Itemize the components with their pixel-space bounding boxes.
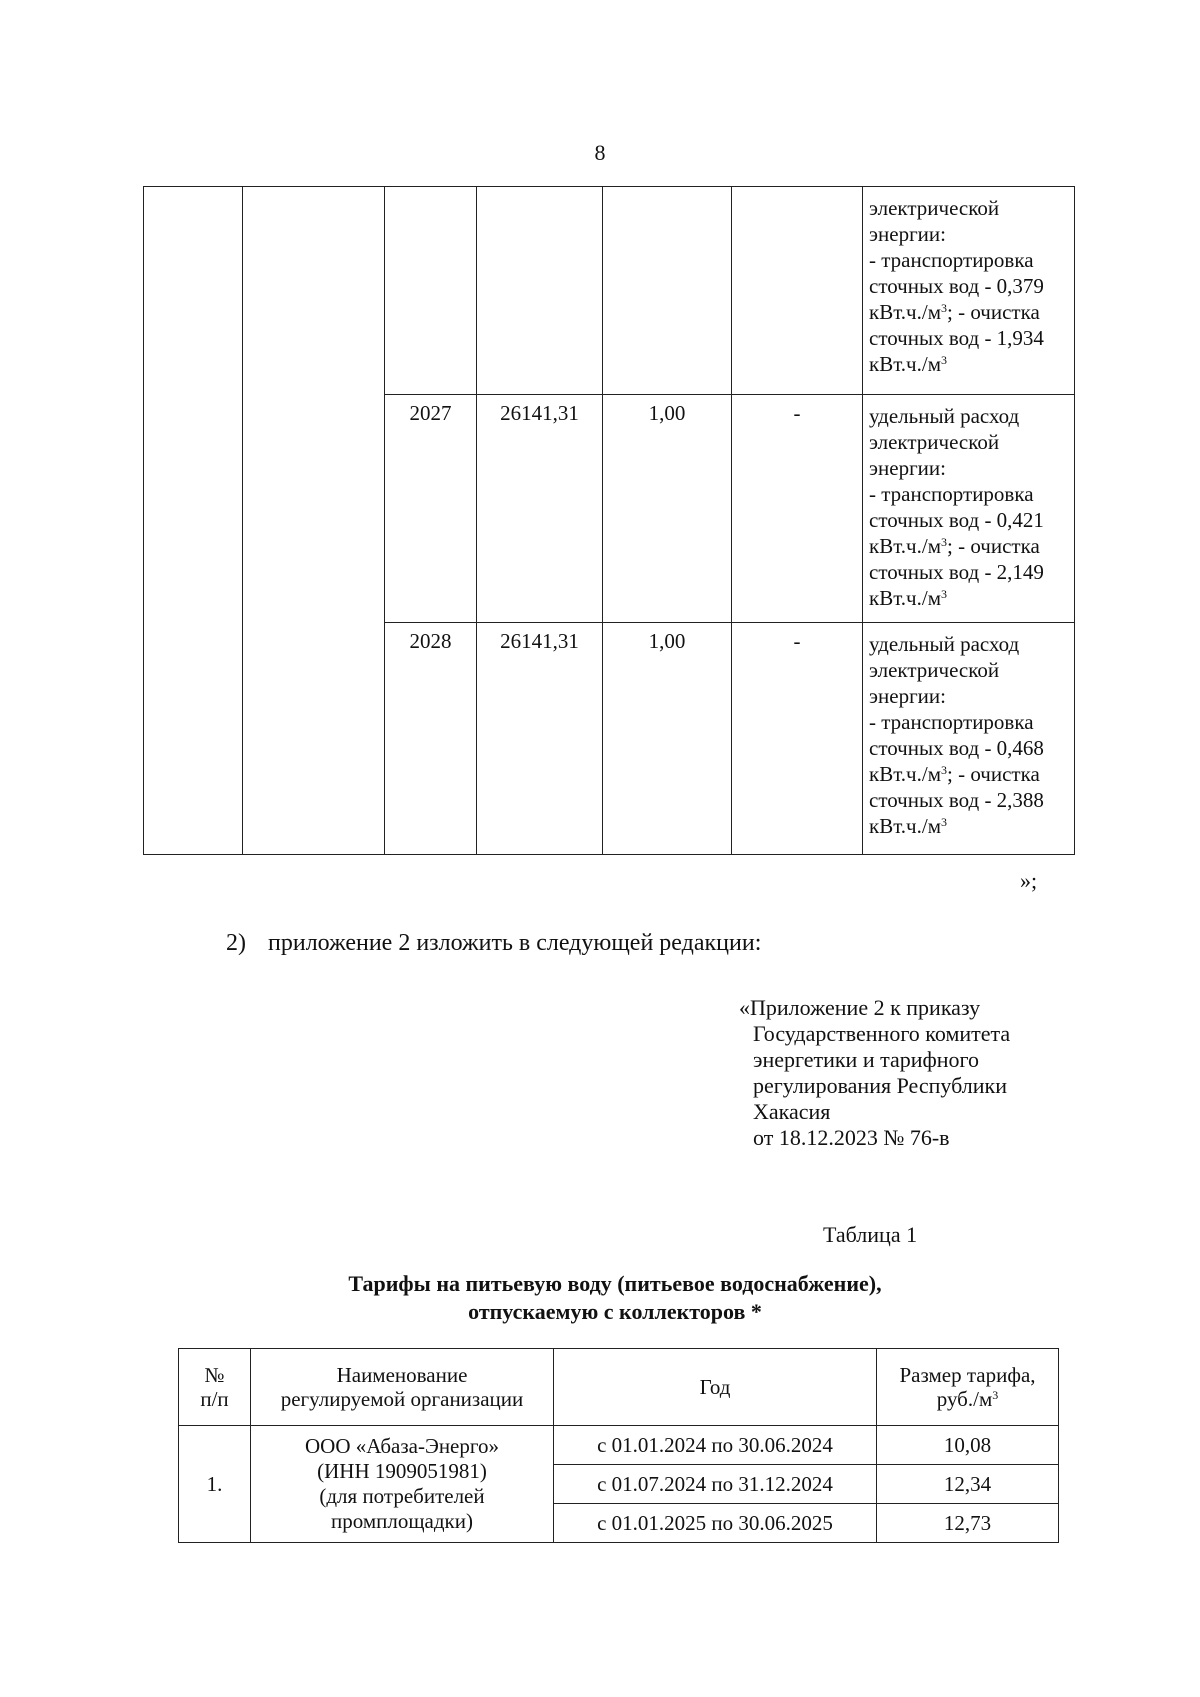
- org-line: (для потребителей: [319, 1484, 485, 1508]
- note-line: сточных вод - 2,149: [869, 560, 1044, 584]
- note-line: $кВт.ч./м^3$: [869, 814, 947, 838]
- note-cell: [863, 623, 1075, 855]
- list-item: [226, 930, 761, 957]
- note-line: - транспортировка: [869, 248, 1034, 272]
- rate-cell: 12,73: [877, 1504, 1059, 1543]
- table-row: [179, 1426, 1059, 1465]
- org-line: (ИНН 1909051981): [317, 1459, 487, 1483]
- rate-cell: 12,34: [877, 1465, 1059, 1504]
- period-cell: с 01.01.2024 по 30.06.2024: [554, 1426, 877, 1465]
- note-line: $кВт.ч./м^3$: [869, 586, 947, 610]
- table-cell: [732, 187, 863, 395]
- org-line: ООО «Абаза-Энерго»: [305, 1434, 499, 1458]
- table-cell: [243, 187, 385, 855]
- table-label: Таблица 1: [823, 1222, 918, 1247]
- appendix-line: энергетики и тарифного: [753, 1047, 980, 1072]
- superscript: 3: [941, 353, 947, 367]
- note-line: - транспортировка: [869, 482, 1034, 506]
- note-line: энергии:: [869, 222, 946, 246]
- value-cell: -: [732, 395, 863, 623]
- note-line: электрической: [869, 430, 1000, 454]
- note-cell: [863, 187, 1075, 395]
- note-line: сточных вод - 0,468: [869, 736, 1044, 760]
- table-header-row: [179, 1349, 1059, 1426]
- table-cell: [144, 187, 243, 855]
- value-cell: 26141,31: [477, 395, 603, 623]
- superscript: 3: [941, 301, 947, 315]
- note-line: - транспортировка: [869, 710, 1034, 734]
- rate-cell: 10,08: [877, 1426, 1059, 1465]
- appendix-line: Государственного комитета: [753, 1021, 1011, 1046]
- note-line: энергии:: [869, 456, 946, 480]
- note-line: энергии:: [869, 684, 946, 708]
- superscript: 3: [992, 1388, 999, 1402]
- note-line: сточных вод - 0,421: [869, 508, 1044, 532]
- page-number: 8: [594, 140, 606, 165]
- header-line: Наименование: [336, 1363, 468, 1387]
- continuation-table: [143, 186, 1075, 855]
- closing-quote: »;: [1020, 868, 1038, 893]
- column-header-organization: [251, 1349, 554, 1426]
- header-line: регулируемой организации: [280, 1387, 524, 1411]
- note-line: сточных вод - 0,379: [869, 274, 1044, 298]
- note-line: $кВт.ч./м^3$; - очистка: [869, 762, 1040, 786]
- note-line: сточных вод - 2,388: [869, 788, 1044, 812]
- list-item-number: 2): [226, 930, 246, 956]
- note-line: электрической: [869, 658, 1000, 682]
- table-cell: [603, 187, 732, 395]
- header-line: №: [204, 1363, 225, 1387]
- note-line: $кВт.ч./м^3$: [869, 352, 947, 376]
- table-title-line: отпускаемую с коллекторов *: [468, 1299, 762, 1324]
- superscript: 3: [941, 763, 947, 777]
- note-line: удельный расход: [869, 632, 1020, 656]
- note-line: $кВт.ч./м^3$; - очистка: [869, 300, 1040, 324]
- table-title-line: Тарифы на питьевую воду (питьевое водоснабжение),: [348, 1271, 882, 1296]
- row-number-cell: 1.: [179, 1426, 251, 1543]
- column-header-rate: [877, 1349, 1059, 1426]
- appendix-header: [739, 995, 1011, 1151]
- header-line: п/п: [200, 1387, 229, 1411]
- period-cell: с 01.01.2025 по 30.06.2025: [554, 1504, 877, 1543]
- table-row: [144, 187, 1075, 395]
- organization-cell: [251, 1426, 554, 1543]
- superscript: 3: [941, 535, 947, 549]
- superscript: 3: [941, 587, 947, 601]
- column-header-number: [179, 1349, 251, 1426]
- value-cell: 26141,31: [477, 623, 603, 855]
- value-cell: -: [732, 623, 863, 855]
- period-cell: с 01.07.2024 по 31.12.2024: [554, 1465, 877, 1504]
- value-cell: 1,00: [603, 395, 732, 623]
- table-cell: [477, 187, 603, 395]
- list-item-text: приложение 2 изложить в следующей редакции:: [268, 930, 762, 956]
- year-cell: 2027: [385, 395, 477, 623]
- table-title: [0, 1270, 1200, 1326]
- appendix-line: «Приложение 2 к приказу: [739, 995, 981, 1020]
- value-cell: 1,00: [603, 623, 732, 855]
- header-line: Размер тарифа,: [899, 1363, 1036, 1387]
- column-header-year: Год: [554, 1349, 877, 1426]
- tariff-table: [178, 1348, 1059, 1543]
- note-cell: [863, 395, 1075, 623]
- org-line: промплощадки): [331, 1509, 473, 1533]
- header-line: руб./м: [936, 1387, 993, 1411]
- note-line: электрической: [869, 196, 1000, 220]
- table-cell: [385, 187, 477, 395]
- year-cell: 2028: [385, 623, 477, 855]
- note-line: удельный расход: [869, 404, 1020, 428]
- note-line: сточных вод - 1,934: [869, 326, 1044, 350]
- appendix-line: от 18.12.2023 № 76-в: [753, 1125, 950, 1150]
- appendix-line: Хакасия: [753, 1099, 831, 1124]
- superscript: 3: [941, 815, 947, 829]
- note-line: $кВт.ч./м^3$; - очистка: [869, 534, 1040, 558]
- appendix-line: регулирования Республики: [753, 1073, 1007, 1098]
